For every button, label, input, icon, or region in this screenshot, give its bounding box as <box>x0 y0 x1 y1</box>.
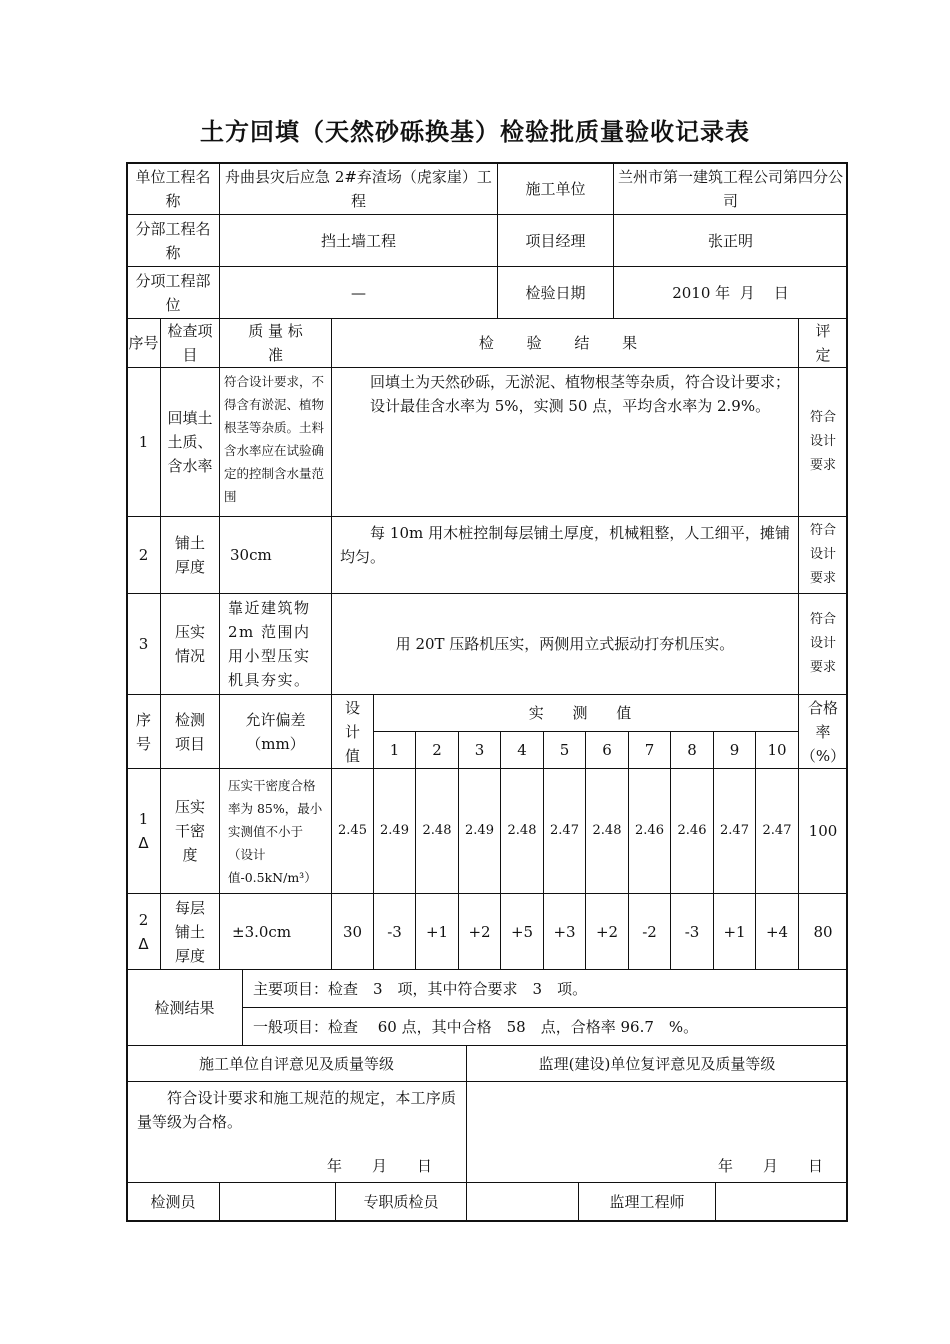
quality-row-1-result <box>331 367 799 517</box>
construction-unit-value: 兰州市第一建筑工程公司第四分公司 <box>613 162 848 215</box>
sub-project-label: 分部工程名称 <box>126 214 220 267</box>
measure-index-7: 7 <box>628 731 671 769</box>
supervisor-engineer-signature-field <box>715 1182 848 1222</box>
quality-row-2-item: 铺土厚度 <box>160 516 220 594</box>
measure-index-9: 9 <box>713 731 756 769</box>
quality-inspector-label: 专职质检员 <box>335 1182 467 1222</box>
measure-row-2-value-4: +5 <box>500 893 544 970</box>
col-header-eval: 评定 <box>798 318 848 368</box>
page-title: 土方回填（天然砂砾换基）检验批质量验收记录表 <box>200 118 750 146</box>
self-evaluation-text: 符合设计要求和施工规范的规定，本工序质量等级为合格。 <box>137 1089 456 1131</box>
supervisor-engineer-label: 监理工程师 <box>578 1182 716 1222</box>
measure-col-design: 设计值 <box>331 694 374 769</box>
measure-index-4: 4 <box>500 731 544 769</box>
measure-row-1-value-10: 2.47 <box>755 768 799 894</box>
measure-row-2-value-6: +2 <box>585 893 629 970</box>
self-evaluation-box <box>126 1081 467 1183</box>
self-evaluation-label: 施工单位自评意见及质量等级 <box>126 1045 467 1082</box>
project-manager-value: 张正明 <box>613 214 848 267</box>
quality-row-1-eval: 符合设计要求 <box>798 367 848 517</box>
measure-row-1-value-4: 2.48 <box>500 768 544 894</box>
quality-row-3-standard: 靠近建筑物 2m 范围内用小型压实机具夯实。 <box>219 593 332 695</box>
quality-row-1-no: 1 <box>126 367 161 517</box>
measure-row-2-tolerance: ±3.0cm <box>219 893 332 970</box>
measure-row-2-value-9: +1 <box>713 893 756 970</box>
measure-row-1-tolerance: 压实干密度合格率为 85%，最小实测值不小于（设计值-0.5kN/m³） <box>219 768 332 894</box>
quality-row-1-item: 回填土土质、含水率 <box>160 367 220 517</box>
quality-row-1-standard: 符合设计要求，不得含有淤泥、植物根茎等杂质。土料含水率应在试验确定的控制含水量范围 <box>219 367 332 517</box>
measure-row-1-no <box>126 768 161 894</box>
key-item-mark: Δ <box>138 834 149 852</box>
supervisor-evaluation-date: 年 月 日 <box>717 1157 823 1175</box>
unit-project-label: 单位工程名称 <box>126 162 220 215</box>
measure-index-3: 3 <box>458 731 501 769</box>
quality-row-2-eval: 符合设计要求 <box>798 516 848 594</box>
measure-row-2-value-3: +2 <box>458 893 501 970</box>
measure-row-2-value-2: +1 <box>415 893 459 970</box>
inspection-date-value: 2010 年 月 日 <box>613 266 848 319</box>
measure-row-2-value-7: -2 <box>628 893 671 970</box>
measure-row-2-rate: 80 <box>798 893 848 970</box>
measure-index-1: 1 <box>373 731 416 769</box>
supervisor-evaluation-box <box>466 1081 848 1183</box>
measure-row-1-value-6: 2.48 <box>585 768 629 894</box>
construction-unit-label: 施工单位 <box>497 162 614 215</box>
measure-index-5: 5 <box>543 731 586 769</box>
quality-row-1-result-line2: 设计最佳含水率为 5%，实测 50 点，平均含水率为 2.9%。 <box>370 397 771 415</box>
quality-row-3-result: 用 20T 压路机压实，两侧用立式振动打夯机压实。 <box>331 593 799 695</box>
inspector-label: 检测员 <box>126 1182 220 1222</box>
key-item-mark: Δ <box>138 934 149 953</box>
measure-row-2-value-10: +4 <box>755 893 799 970</box>
measure-row-2-design: 30 <box>331 893 374 970</box>
measure-row-2-value-5: +3 <box>543 893 586 970</box>
measure-row-1-design: 2.45 <box>331 768 374 894</box>
col-header-result: 检 验 结 果 <box>331 318 799 368</box>
measure-row-1-no-text: 1 <box>138 810 149 828</box>
self-evaluation-date: 年 月 日 <box>326 1157 432 1175</box>
measure-row-1-value-5: 2.47 <box>543 768 586 894</box>
summary-label: 检测结果 <box>126 969 243 1046</box>
measure-row-1-value-1: 2.49 <box>373 768 416 894</box>
summary-main-items: 主要项目：检查 3 项，其中符合要求 3 项。 <box>242 969 848 1008</box>
quality-row-2-result: 每 10m 用木桩控制每层铺土厚度，机械粗整，人工细平，摊铺均匀。 <box>331 516 799 594</box>
measure-row-1-value-3: 2.49 <box>458 768 501 894</box>
item-location-label: 分项工程部位 <box>126 266 220 319</box>
measure-col-item: 检测项目 <box>160 694 220 769</box>
col-header-item: 检查项目 <box>160 318 220 368</box>
quality-inspector-signature-field <box>466 1182 579 1222</box>
measure-col-no: 序号 <box>126 694 161 769</box>
inspector-signature-field <box>219 1182 336 1222</box>
quality-row-3-eval: 符合设计要求 <box>798 593 848 695</box>
measure-col-tolerance: 允许偏差（mm） <box>219 694 332 769</box>
measure-row-2-no <box>126 893 161 970</box>
unit-project-value: 舟曲县灾后应急 2#弃渣场（虎家崖）工程 <box>219 162 498 215</box>
sub-project-value: 挡土墙工程 <box>219 214 498 267</box>
measure-index-8: 8 <box>670 731 714 769</box>
measure-index-10: 10 <box>755 731 799 769</box>
inspection-date-label: 检验日期 <box>497 266 614 319</box>
supervisor-evaluation-label: 监理(建设)单位复评意见及质量等级 <box>466 1045 848 1082</box>
measure-index-6: 6 <box>585 731 629 769</box>
measure-row-2-no-text: 2 <box>138 910 149 929</box>
quality-row-2-standard: 30cm <box>219 516 332 594</box>
measure-row-1-value-2: 2.48 <box>415 768 459 894</box>
summary-general-items: 一般项目：检查 60 点，其中合格 58 点，合格率 96.7 %。 <box>242 1007 848 1046</box>
quality-row-3-no: 3 <box>126 593 161 695</box>
measure-row-1-value-8: 2.46 <box>670 768 714 894</box>
col-header-no: 序号 <box>126 318 161 368</box>
measure-row-1-value-7: 2.46 <box>628 768 671 894</box>
measure-col-measured: 实 测 值 <box>373 694 799 732</box>
measure-row-2-value-1: -3 <box>373 893 416 970</box>
quality-row-1-result-line1: 回填土为天然砂砾，无淤泥、植物根茎等杂质，符合设计要求； <box>370 373 791 391</box>
col-header-standard: 质 量 标 准 <box>219 318 332 368</box>
measure-row-2-value-8: -3 <box>670 893 714 970</box>
measure-index-2: 2 <box>415 731 459 769</box>
measure-row-1-value-9: 2.47 <box>713 768 756 894</box>
measure-col-rate: 合格率（%） <box>798 694 848 769</box>
measure-row-2-item: 每层铺土厚度 <box>160 893 220 970</box>
item-location-value: — <box>219 266 498 319</box>
project-manager-label: 项目经理 <box>497 214 614 267</box>
measure-row-1-item: 压实干密度 <box>160 768 220 894</box>
quality-row-3-item: 压实情况 <box>160 593 220 695</box>
measure-row-1-rate: 100 <box>798 768 848 894</box>
quality-row-2-no: 2 <box>126 516 161 594</box>
